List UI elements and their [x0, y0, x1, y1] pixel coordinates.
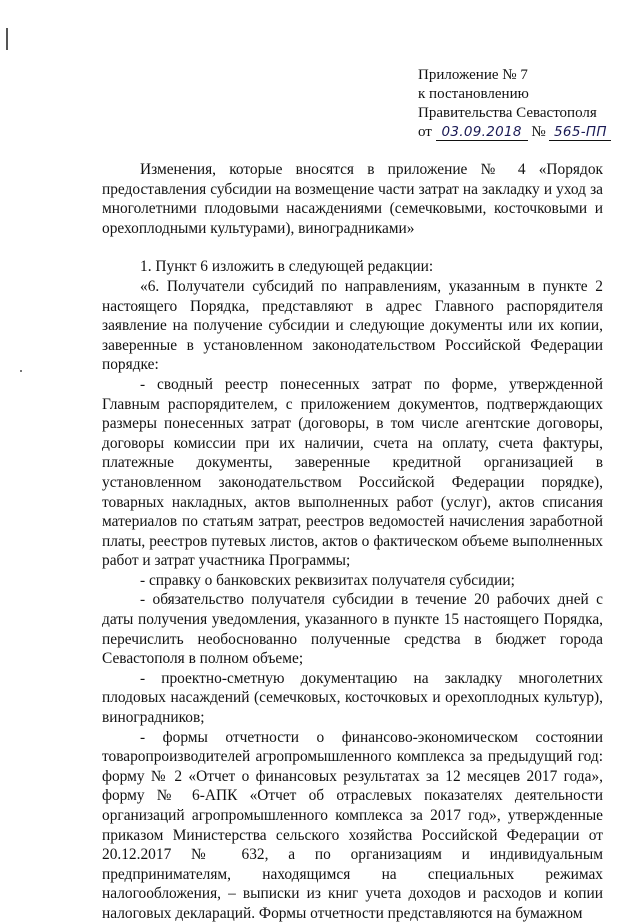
list-item-design-documentation: - проектно-сметную документацию на закладку многолетних плодовых насаждений (семечковых, косточковых и орехоплодных культур), виноградников; [102, 669, 603, 727]
list-item-cost-registry: - сводный реестр понесенных затрат по форме, утвержденной Главным распорядителем, с приложением документов, подтверждающих размеры понесенных затрат (договоры, в том числе агентские договоры, договоры комиссии при их наличии, счета на оплату, счета фактуры, платежные документы, заверенные кредитной организацией в установленном законодательством Российской Федерации порядке), товарных накладных, актов выполненных работ (услуг), актов списания материалов по статьям затрат, реестров ведомостей начисления заработной платы, реестров путевых листов, актов о фактическом объеме выполненных работ и затрат участника Программы; [102, 375, 603, 570]
document-heading: Изменения, которые вносятся в приложение № 4 «Порядок предоставления субсидии на возмещение части затрат на закладку и уход за многолетними плодовыми насаждениями (семечковыми, косточковыми и орехоплодными культурами), виноградниками» [102, 161, 603, 237]
scan-edge-mark [6, 28, 8, 50]
date-prefix: от [418, 124, 432, 140]
appendix-reference: к постановлению [418, 86, 529, 102]
date-field [436, 124, 528, 141]
appendix-block [418, 66, 611, 142]
document-body [102, 160, 603, 924]
handwritten-number: 565-ПП [554, 124, 607, 140]
list-item-reporting-forms: - формы отчетности о финансово-экономическом состоянии товаропроизводителей агропромышленного комплекса за предыдущий год: форму № 2 «Отчет о финансовых результатах за 12 месяцев 2017 года», форму № 6-АПК «Отчет об отраслевых показателях деятельности организаций агропромышленного комплекса за 2017 год», утвержденные приказом Министерства сельского хозяйства Российской Федерации от 20.12.2017 № 632, а по организациям и индивидуальным предпринимателям, находящимся на специальных режимах налогообложения, – выписки из книг учета доходов и расходов и копии налоговых деклараций. Формы отчетности представляются на бумажном [102, 728, 603, 922]
list-item-refund-obligation: - обязательство получателя субсидии в течение 20 рабочих дней с даты получения уведомления, указанного в пункте 15 настоящего Порядка, перечислить необоснованно полученные средства в бюджет города Севастополя в полном объеме; [102, 591, 603, 668]
appendix-title: Приложение № 7 [418, 67, 528, 83]
number-prefix: № [531, 124, 546, 140]
list-item-bank-details: - справку о банковских реквизитах получателя субсидии; [140, 571, 515, 589]
handwritten-date: 03.09.2018 [441, 124, 522, 140]
paragraph-clause-6: «6. Получатели субсидий по направлениям, указанным в пункте 2 настоящего Порядка, представляют в адрес Главного распорядителя заявление на получение субсидии и следующие документы или их копии, заверенные в установленном законодательством Российской Федерации порядке: [102, 277, 603, 374]
scan-speck [20, 370, 22, 372]
appendix-authority: Правительства Севастополя [418, 105, 597, 121]
paragraph-item-1: 1. Пункт 6 изложить в следующей редакции: [140, 258, 434, 276]
number-field [549, 124, 611, 141]
appendix-date-line [418, 123, 611, 142]
